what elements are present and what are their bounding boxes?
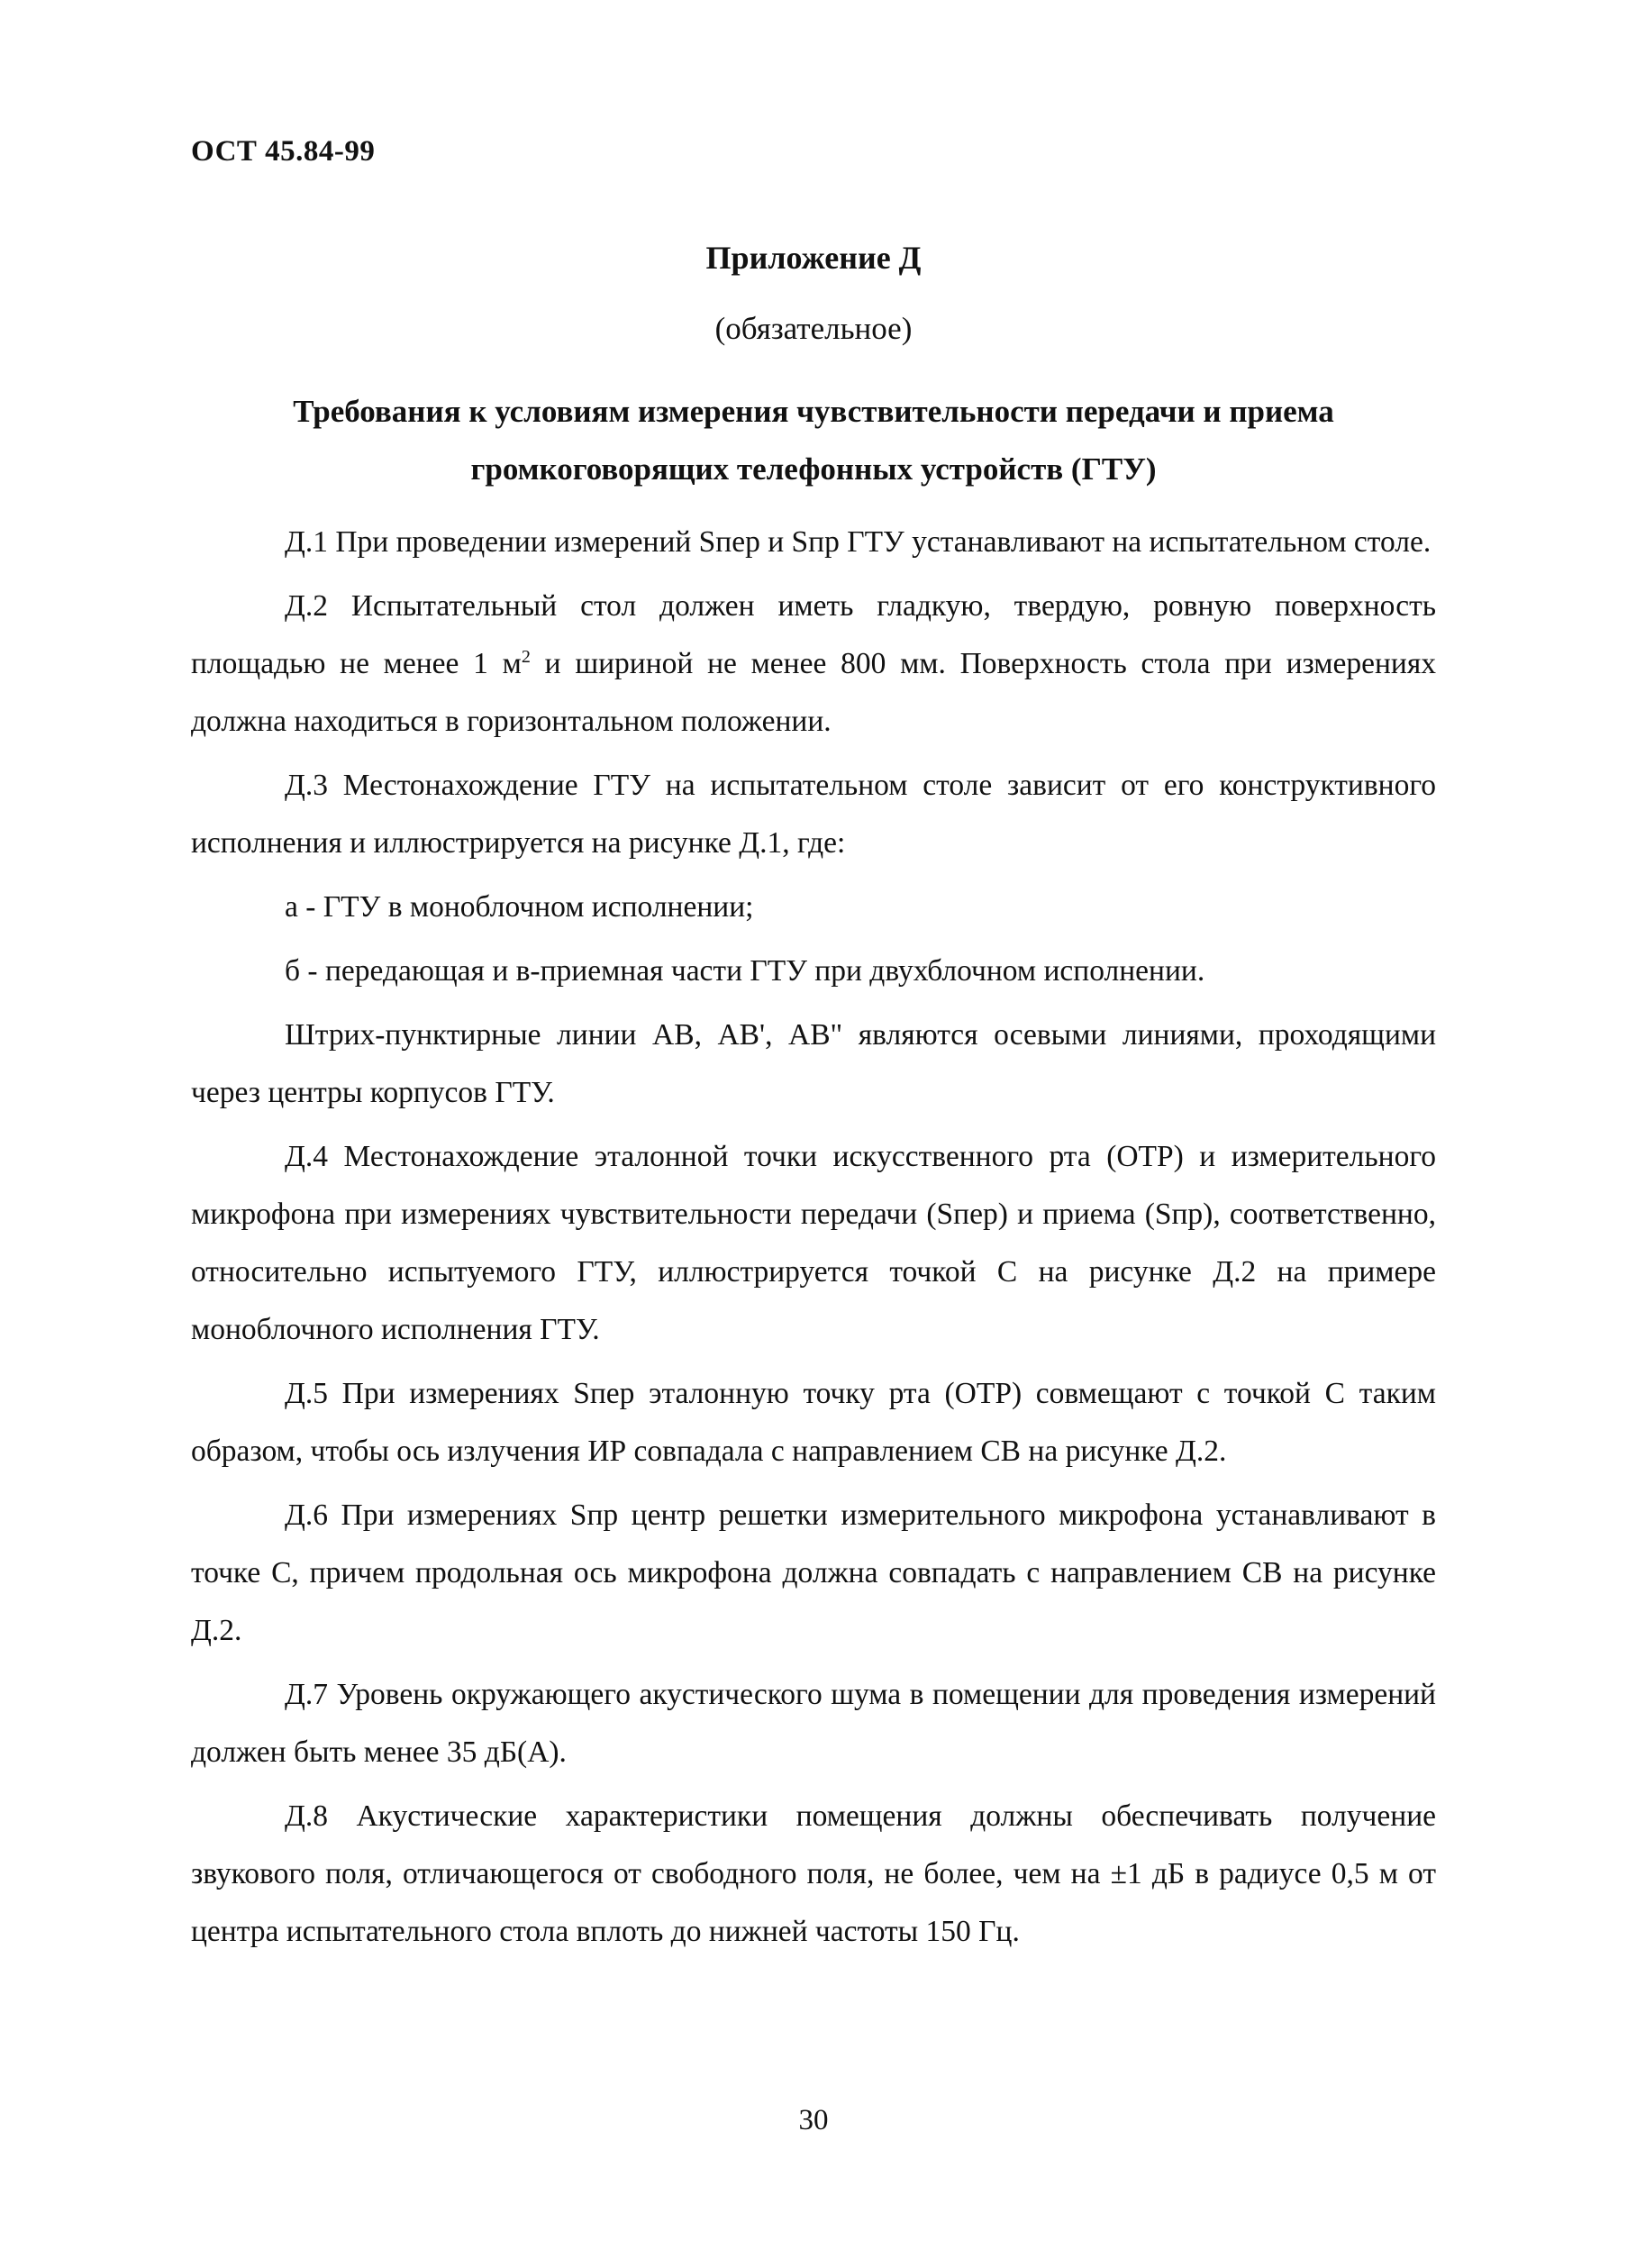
appendix-title: Приложение Д [705, 240, 922, 276]
document-code: ОСТ 45.84-99 [191, 135, 376, 168]
paragraph-d8: Д.8 Акустические характеристики помещения должны обеспечивать получение звукового поля, отличающегося от свободного поля, не более, чем на ±1 дБ в радиусе 0,5 м от центра испытательного стола вплоть до нижней частоты 150 Гц. [191, 1799, 1436, 1948]
list-item-a: а - ГТУ в моноблочном исполнении; [285, 890, 754, 924]
paragraph-d1: Д.1 При проведении измерений Sпер и Sпр ГТУ устанавливают на испытательном столе. [285, 525, 1432, 559]
body-text [191, 514, 1436, 1967]
paragraph-d7: Д.7 Уровень окружающего акустического шума в помещении для проведения измерений должен быть менее 35 дБ(А). [191, 1678, 1436, 1769]
paragraph-axes: Штрих-пунктирные линии АВ, АВ', АВ" являются осевыми линиями, проходящими через центры корпусов ГТУ. [191, 1018, 1436, 1109]
paragraph-d3: Д.3 Местонахождение ГТУ на испытательном столе зависит от его конструктивного исполнения и иллюстрируется на рисунке Д.1, где: [191, 769, 1436, 860]
list-item-b: б - передающая и в-приемная части ГТУ при двухблочном исполнении. [285, 954, 1205, 988]
appendix-status: (обязательное) [714, 311, 913, 346]
paragraph-d4: Д.4 Местонахождение эталонной точки искусственного рта (ОТР) и измерительного микрофона при измерениях чувствительности передачи (Sпер) и приема (Sпр), соответственно, относительно испытуемого ГТУ, иллюстрируется точкой С на рисунке Д.2 на примере моноблочного исполнения ГТУ. [191, 1140, 1436, 1346]
paragraph-d6: Д.6 При измерениях Sпр центр решетки измерительного микрофона устанавливают в точке С, причем продольная ось микрофона должна совпадать с направлением СВ на рисунке Д.2. [191, 1498, 1436, 1647]
area-unit-superscript: 2 [521, 646, 531, 667]
paragraph-d5: Д.5 При измерениях Sпер эталонную точку рта (ОТР) совмещают с точкой С таким образом, чтобы ось излучения ИР совпадала с направлением СВ на рисунке Д.2. [191, 1377, 1436, 1468]
paragraph-d2-text-cont: и шириной не менее 800 мм. Поверхность стола при измерениях должна находиться в горизонтальном положении. [191, 647, 1436, 738]
paragraph-d2 [191, 578, 1436, 751]
paragraph-d2-text: Д.2 Испытательный стол должен иметь гладкую, твердую, ровную поверхность площадью не менее 1 м [191, 589, 1436, 680]
section-heading: Требования к условиям измерения чувствительности передачи и приема громкоговорящих телефонных устройств (ГТУ) [293, 394, 1334, 487]
page-number: 30 [798, 2104, 829, 2136]
